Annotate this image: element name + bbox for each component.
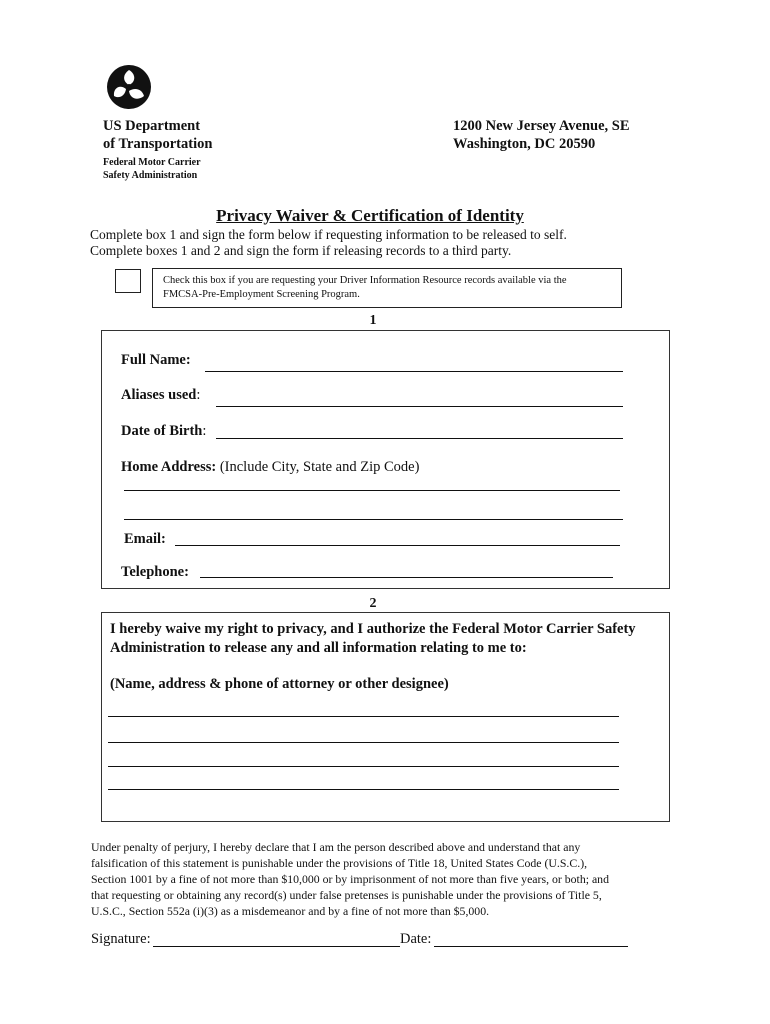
box-2-number: 2 (369, 596, 377, 611)
agency-name (103, 117, 212, 153)
agency-line-2: of Transportation (103, 136, 213, 152)
designee-field-3[interactable] (108, 766, 619, 767)
email-label: Email: (124, 531, 166, 547)
sub-agency-name (103, 156, 201, 182)
date-label: Date: (400, 931, 432, 947)
instruction-1: Complete box 1 and sign the form below if requesting information to be released to self. (90, 227, 567, 242)
full-name-label: Full Name: (121, 352, 191, 368)
instructions (90, 227, 567, 259)
full-name-field[interactable] (205, 371, 623, 372)
sub-agency-line-2: Safety Administration (103, 170, 198, 181)
aliases-label: Aliases used: (121, 387, 201, 403)
agency-address (453, 117, 630, 153)
dot-triskelion-logo-icon (106, 64, 152, 110)
penalty-statement (91, 839, 651, 919)
instruction-2: Complete boxes 1 and 2 and sign the form if releasing records to a third party. (90, 243, 512, 258)
home-address-field-2[interactable] (124, 519, 623, 520)
telephone-field[interactable] (200, 577, 613, 578)
designee-field-2[interactable] (108, 742, 619, 743)
dob-label: Date of Birth: (121, 423, 207, 439)
address-line-2: Washington, DC 20590 (453, 136, 596, 152)
address-line-1: 1200 New Jersey Avenue, SE (453, 118, 630, 134)
waiver-line-1: I hereby waive my right to privacy, and I authorize the Federal Motor Carrier Safety (110, 621, 636, 637)
form-title: Privacy Waiver & Certification of Identity (216, 206, 524, 225)
waiver-statement (110, 620, 660, 658)
checkbox-description (152, 268, 622, 308)
agency-line-1: US Department (103, 118, 201, 134)
signature-label: Signature: (91, 931, 151, 947)
designee-field-4[interactable] (108, 789, 619, 790)
checkbox-text-2: FMCSA-Pre-Employment Screening Program. (163, 289, 360, 300)
box-1-number: 1 (369, 313, 377, 328)
dir-records-checkbox[interactable] (115, 269, 141, 293)
penalty-line-4: that requesting or obtaining any record(s) under false pretenses is punishable under the provisions of Title 5, (91, 888, 602, 902)
designee-field-1[interactable] (108, 716, 619, 717)
designee-label: (Name, address & phone of attorney or other designee) (110, 676, 449, 692)
penalty-line-5: U.S.C., Section 552a (i)(3) as a misdemeanor and by a fine of not more than $5,000. (91, 904, 490, 918)
date-field[interactable] (434, 946, 628, 947)
penalty-line-1: Under penalty of perjury, I hereby declare that I am the person described above and understand that any (91, 840, 581, 854)
signature-field[interactable] (153, 946, 400, 947)
penalty-line-3: Section 1001 by a fine of not more than $10,000 or by imprisonment of not more than five years, or both; and (91, 872, 609, 886)
aliases-field[interactable] (216, 406, 623, 407)
penalty-line-2: falsification of this statement is punishable under the provisions of Title 18, United States Code (U.S.C.), (91, 856, 588, 870)
home-address-field-1[interactable] (124, 490, 620, 491)
email-field[interactable] (175, 545, 620, 546)
telephone-label: Telephone: (121, 564, 189, 580)
sub-agency-line-1: Federal Motor Carrier (103, 157, 201, 168)
home-address-label: Home Address: (Include City, State and Zip Code) (121, 459, 420, 475)
waiver-line-2: Administration to release any and all information relating to me to: (110, 640, 527, 656)
dob-field[interactable] (216, 438, 623, 439)
checkbox-text-1: Check this box if you are requesting your Driver Information Resource records available via the (163, 275, 567, 286)
